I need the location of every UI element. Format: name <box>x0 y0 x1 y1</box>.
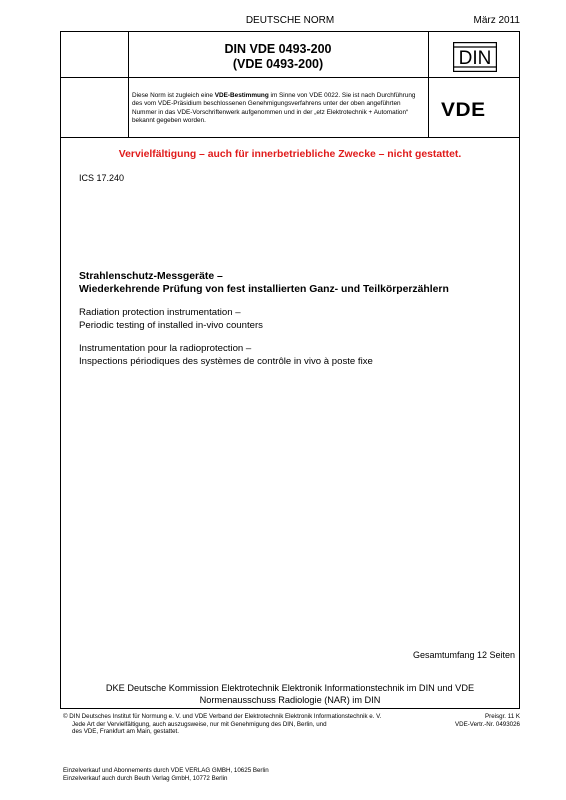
dke-line: Normenausschuss Radiologie (NAR) im DIN <box>199 694 381 705</box>
sales-line: Einzelverkauf und Abonnements durch VDE VERLAG GMBH, 10625 Berlin <box>63 767 269 774</box>
publication-date: März 2011 <box>473 15 520 26</box>
top-header <box>60 15 520 29</box>
notice-text: Diese Norm ist zugleich eine <box>132 92 215 99</box>
ics-code: ICS 17.240 <box>79 173 125 183</box>
notice-bold-text: VDE-Bestimmung <box>214 92 269 99</box>
title-english <box>79 307 263 332</box>
copyright-line: © DIN Deutsches Institut für Normung e. V. und VDE Verband der Elektrotechnik Elektronik Informationstechnik e. V. <box>63 713 382 720</box>
title-french <box>79 343 373 368</box>
din-logo <box>453 42 497 72</box>
copyright-line: Jede Art der Vervielfältigung, auch auszugsweise, nur mit Genehmigung des DIN, Berlin, und <box>72 720 327 728</box>
divider <box>61 77 519 78</box>
title-german-line: Wiederkehrende Prüfung von fest installierten Ganz- und Teilkörperzählern <box>79 284 449 295</box>
title-french-line: Instrumentation pour la radioprotection – <box>79 343 252 354</box>
dke-line: DKE Deutsche Kommission Elektrotechnik Elektronik Informationstechnik im DIN und VDE <box>105 683 475 693</box>
price-info <box>455 713 520 728</box>
copyright-notice <box>63 713 423 736</box>
price-group: Preisgr. 11 K <box>485 713 520 720</box>
title-french-line: Inspections périodiques des systèmes de contrôle in vivo à poste fixe <box>79 355 373 367</box>
dke-committee <box>61 683 519 706</box>
standard-number-din: DIN VDE 0493-200 <box>224 42 332 56</box>
copyright-line: des VDE, Frankfurt am Main, gestattet. <box>72 728 179 736</box>
divider <box>428 32 429 137</box>
norm-label: DEUTSCHE NORM <box>245 15 335 26</box>
copy-warning: Vervielfältigung – auch für innerbetriebliche Zwecke – nicht gestattet. <box>118 149 462 160</box>
vde-order-number: VDE-Vertr.-Nr. 0493026 <box>455 720 520 728</box>
vde-logo: VDE <box>441 100 486 121</box>
divider <box>61 137 519 138</box>
vde-notice <box>132 92 424 126</box>
title-english-line: Periodic testing of installed in-vivo counters <box>79 319 263 331</box>
standard-number-vde: (VDE 0493-200) <box>232 57 324 71</box>
sales-info <box>63 767 269 782</box>
cover-frame <box>60 31 520 709</box>
title-english-line: Radiation protection instrumentation – <box>79 307 241 318</box>
din-logo-text: DIN <box>458 48 492 69</box>
notice-text: im Sinne von VDE 0022. Sie ist nach Durchführung des vom VDE-Präsidium beschlossenen Genehmigungsverfahrens unter der oben angeführten Nummer in das VDE-Vorschriftenwerk aufgenommen und in der „etz Elektrotechnik + Automation“ bekannt gegeben worden. <box>132 92 416 125</box>
standard-number <box>128 42 428 72</box>
title-german <box>79 270 449 296</box>
sales-line: Einzelverkauf auch durch Beuth Verlag GmbH, 10772 Berlin <box>63 774 228 782</box>
total-pages: Gesamtumfang 12 Seiten <box>412 650 515 660</box>
title-german-line: Strahlenschutz-Messgeräte – <box>79 271 223 282</box>
